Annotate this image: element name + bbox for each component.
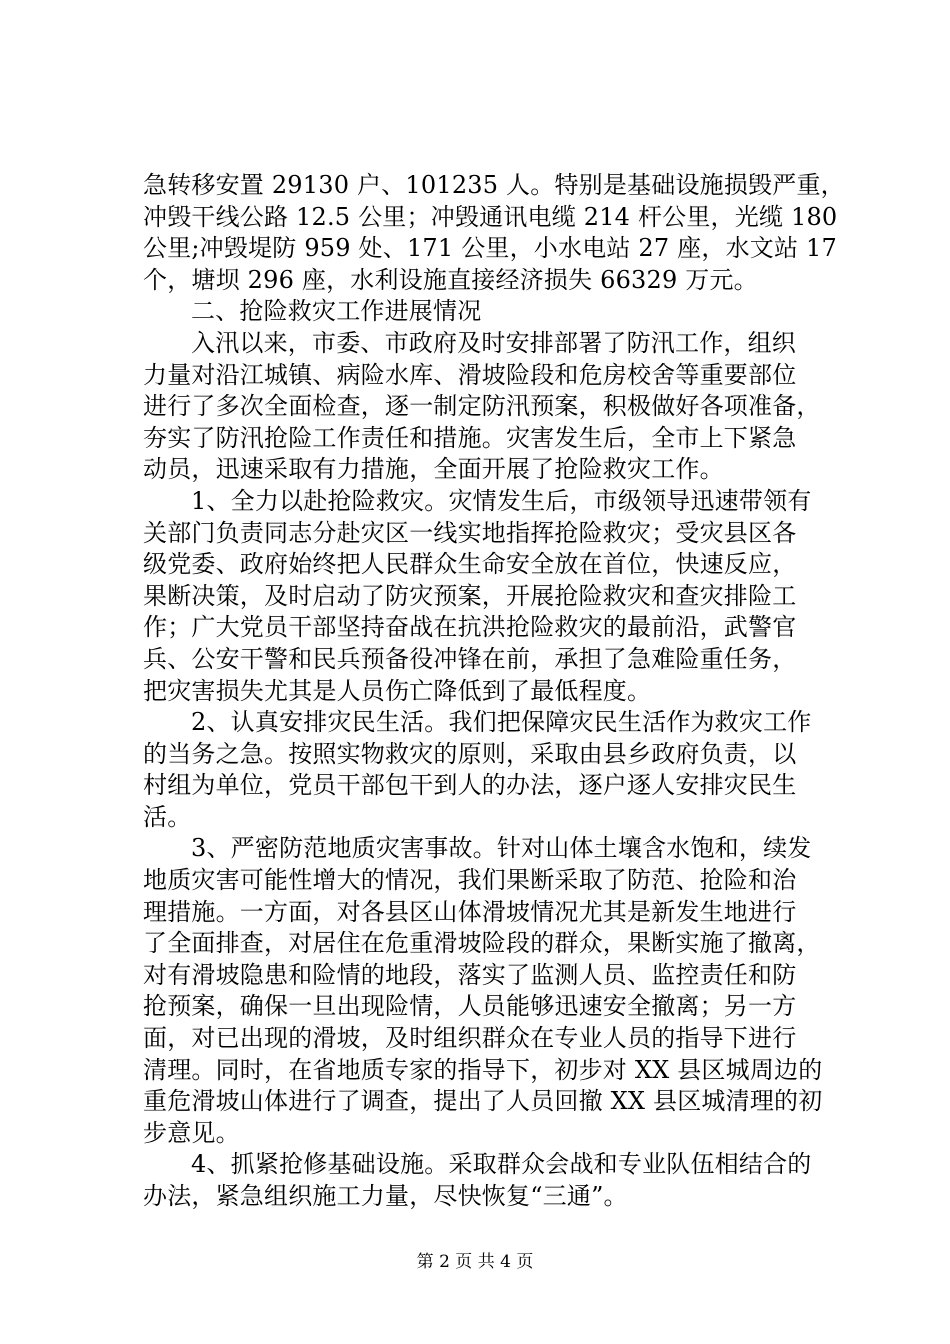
text-line: 对有滑坡隐患和险情的地段，落实了监测人员、监控责任和防 xyxy=(143,960,797,989)
text-line: 了全面排查，对居住在危重滑坡险段的群众，果断实施了撤离， xyxy=(143,929,821,958)
text-line: 面，对已出现的滑坡，及时组织群众在专业人员的指导下进行 xyxy=(143,1024,797,1053)
text-line: 的当务之急。按照实物救灾的原则，采取由县乡政府负责，以 xyxy=(143,739,797,768)
text-line: 把灾害损失尤其是人员伤亡降低到了最低程度。 xyxy=(143,676,652,705)
text-line: 3、严密防范地质灾害事故。针对山体土壤含水饱和，续发 xyxy=(191,834,812,863)
paragraph-item-2 xyxy=(143,707,833,833)
text-line: 地质灾害可能性增大的情况，我们果断采取了防范、抢险和治 xyxy=(143,866,797,895)
text-line: 级党委、政府始终把人民群众生命安全放在首位，快速反应， xyxy=(143,550,797,579)
paragraph-damage-summary xyxy=(143,170,845,296)
text-line: 活。 xyxy=(143,802,192,831)
text-line: 抢预案，确保一旦出现险情，人员能够迅速安全撤离；另一方 xyxy=(143,992,797,1021)
text-line: 急转移安置 29130 户、101235 人。特别是基础设施损毁严重， xyxy=(143,171,845,199)
paragraph-item-3 xyxy=(143,833,833,1149)
text-line: 夯实了防汛抢险工作责任和措施。灾害发生后，全市上下紧急 xyxy=(143,423,797,452)
text-line: 理措施。一方面，对各县区山体滑坡情况尤其是新发生地进行 xyxy=(143,897,797,926)
page-footer xyxy=(0,1251,950,1273)
text-line: 入汛以来，市委、市政府及时安排部署了防汛工作，组织 xyxy=(191,328,796,357)
text-line: 果断决策，及时启动了防灾预案，开展抢险救灾和查灾排险工 xyxy=(143,581,797,610)
text-line: 进行了多次全面检查，逐一制定防汛预案，积极做好各项准备， xyxy=(143,392,821,421)
text-line: 动员，迅速采取有力措施，全面开展了抢险救灾工作。 xyxy=(143,455,724,484)
text-line: 村组为单位，党员干部包干到人的办法，逐户逐人安排灾民生 xyxy=(143,771,797,800)
text-line: 关部门负责同志分赴灾区一线实地指挥抢险救灾；受灾县区各 xyxy=(143,518,797,547)
paragraph-item-1 xyxy=(143,486,833,707)
paragraph-intro xyxy=(143,328,833,486)
text-line: 力量对沿江城镇、病险水库、滑坡险段和危房校舍等重要部位 xyxy=(143,360,797,389)
text-line: 兵、公安干警和民兵预备役冲锋在前，承担了急难险重任务， xyxy=(143,644,797,673)
text-line: 冲毁干线公路 12.5 公里；冲毁通讯电缆 214 杆公里，光缆 180 xyxy=(143,202,838,231)
section-heading xyxy=(143,296,833,328)
paragraph-item-4 xyxy=(143,1149,833,1212)
heading-text: 二、抢险救灾工作进展情况 xyxy=(191,297,482,326)
text-line: 公里;冲毁堤防 959 处、171 公里，小水电站 27 座，水文站 17 xyxy=(143,234,837,263)
text-line: 个，塘坝 296 座，水利设施直接经济损失 66329 万元。 xyxy=(143,265,758,294)
text-line: 4、抓紧抢修基础设施。采取群众会战和专业队伍相结合的 xyxy=(191,1150,812,1179)
text-line: 步意见。 xyxy=(143,1118,240,1147)
text-line: 1、全力以赴抢险救灾。灾情发生后，市级领导迅速带领有 xyxy=(191,486,812,515)
text-line: 重危滑坡山体进行了调查，提出了人员回撤 XX 县区城清理的初 xyxy=(143,1087,823,1116)
text-line: 2、认真安排灾民生活。我们把保障灾民生活作为救灾工作 xyxy=(191,708,812,737)
text-line: 办法，紧急组织施工力量，尽快恢复“三通”。 xyxy=(143,1182,628,1210)
page-number-text: 第 2 页 共 4 页 xyxy=(416,1252,534,1272)
text-line: 清理。同时，在省地质专家的指导下，初步对 XX 县区城周边的 xyxy=(143,1055,823,1084)
text-line: 作；广大党员干部坚持奋战在抗洪抢险救灾的最前沿，武警官 xyxy=(143,613,797,642)
document-body xyxy=(143,170,845,1213)
